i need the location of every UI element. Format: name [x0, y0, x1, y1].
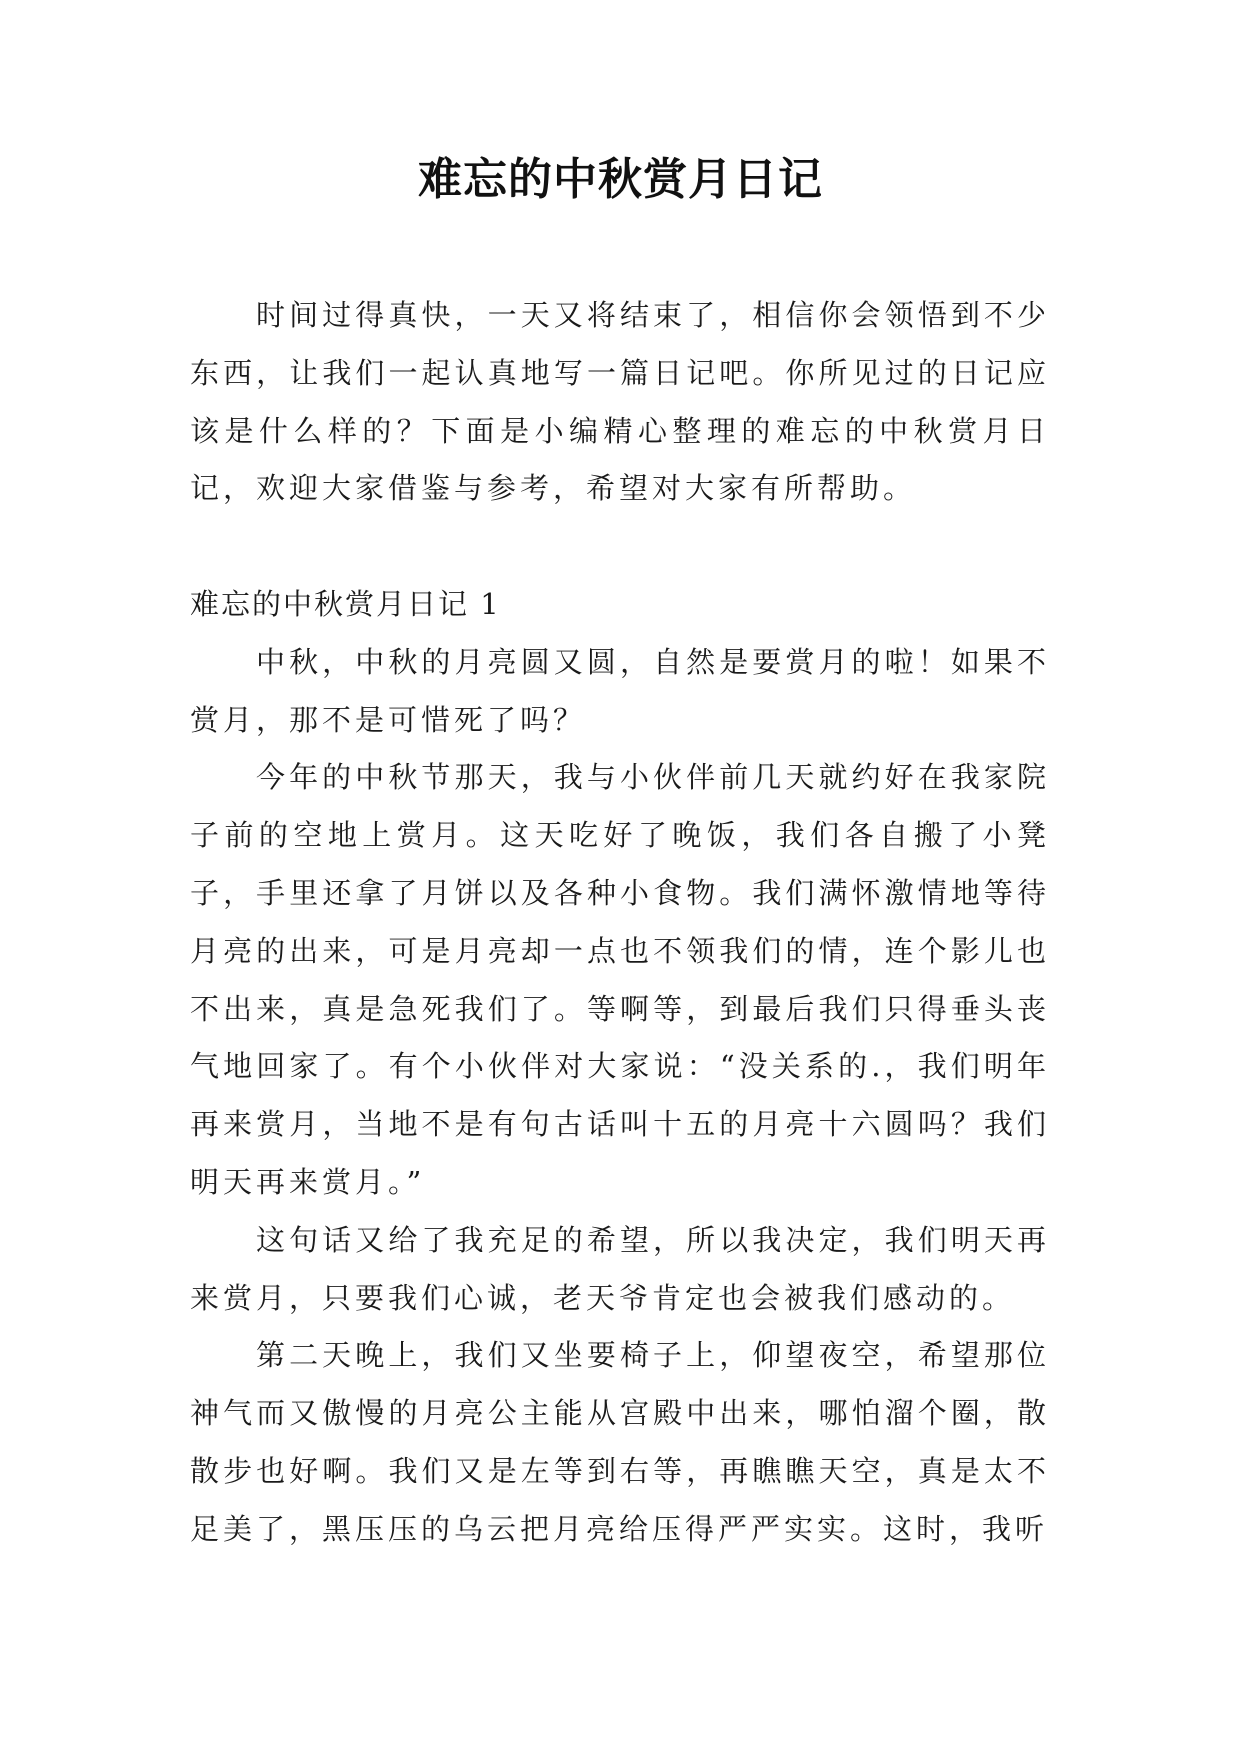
intro-paragraph: 时间过得真快，一天又将结束了，相信你会领悟到不少东西，让我们一起认真地写一篇日记吧。你所见过的日记应该是什么样的？下面是小编精心整理的难忘的中秋赏月日记，欢迎大家借鉴与参考，希望对大家有所帮助。: [190, 298, 1050, 506]
section-title: 难忘的中秋赏月日记 1: [190, 586, 501, 621]
body-paragraph-4: 第二天晚上，我们又坐要椅子上，仰望夜空，希望那位神气而又傲慢的月亮公主能从宫殿中出来，哪怕溜个圈，散散步也好啊。我们又是左等到右等，再瞧瞧天空，真是太不足美了，黑压压的乌云把月亮给压得严严实实。这时，我听: [190, 1338, 1050, 1546]
body-paragraph-1: 中秋，中秋的月亮圆又圆，自然是要赏月的啦！如果不赏月，那不是可惜死了吗？: [190, 644, 1050, 737]
body-paragraph-3: 这句话又给了我充足的希望，所以我决定，我们明天再来赏月，只要我们心诚，老天爷肯定也会被我们感动的。: [190, 1222, 1050, 1315]
body-paragraph-2: 今年的中秋节那天，我与小伙伴前几天就约好在我家院子前的空地上赏月。这天吃好了晚饭，我们各自搬了小凳子，手里还拿了月饼以及各种小食物。我们满怀激情地等待月亮的出来，可是月亮却一点也不领我们的情，连个影儿也不出来，真是急死我们了。等啊等，到最后我们只得垂头丧气地回家了。有个小伙伴对大家说：“没关系的.，我们明年再来赏月，当地不是有句古话叫十五的月亮十六圆吗？我们明天再来赏月。”: [190, 760, 1050, 1199]
document-title: 难忘的中秋赏月日记: [418, 154, 823, 205]
document-body: [190, 287, 1050, 1559]
